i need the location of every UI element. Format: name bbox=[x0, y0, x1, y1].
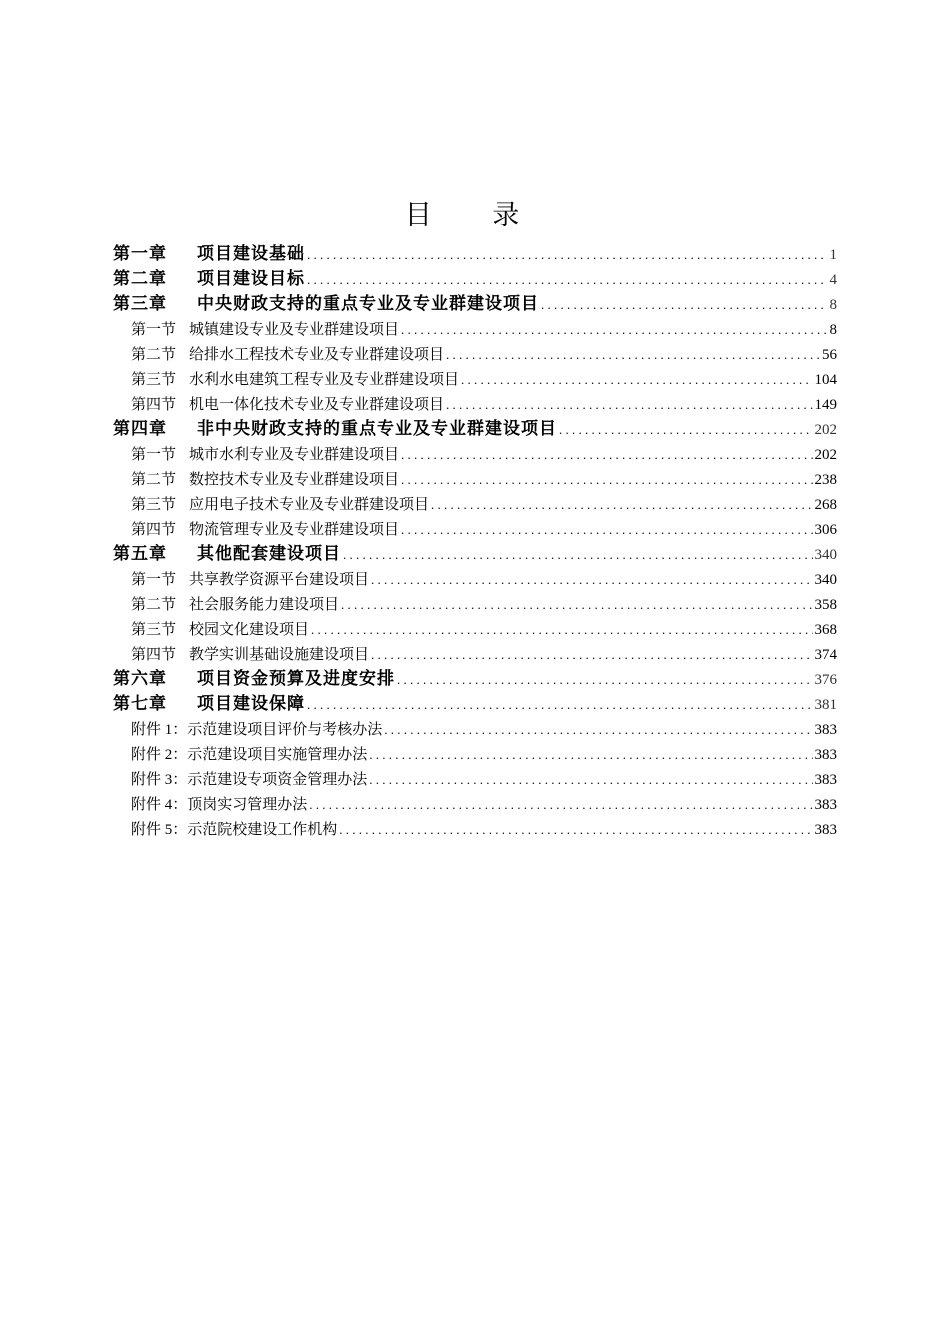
toc-page-number: 383 bbox=[814, 797, 837, 813]
dot-leader bbox=[431, 492, 812, 517]
toc-entry-label bbox=[113, 667, 395, 692]
toc-page-number: 383 bbox=[814, 822, 837, 838]
toc-entry-title: 项目建设保障 bbox=[197, 694, 305, 714]
toc-page-number: 376 bbox=[814, 672, 837, 688]
toc-entry-label bbox=[131, 343, 444, 367]
toc-entry-number: 第一节 bbox=[131, 322, 177, 338]
toc-entry-number: 第四节 bbox=[131, 647, 177, 663]
toc-chapter-entry[interactable] bbox=[113, 417, 837, 442]
toc-page-number: 383 bbox=[814, 722, 837, 738]
toc-entry-number: 第一章 bbox=[113, 244, 167, 264]
toc-page-number: 202 bbox=[814, 422, 837, 438]
dot-leader bbox=[384, 717, 812, 742]
toc-page-number: 8 bbox=[829, 322, 837, 338]
toc-appendix-entry[interactable] bbox=[113, 717, 837, 742]
toc-entry-label bbox=[131, 768, 367, 792]
toc-appendix-entry[interactable] bbox=[113, 742, 837, 767]
dot-leader bbox=[307, 692, 813, 717]
toc-entry-title: 水利水电建筑工程专业及专业群建设项目 bbox=[189, 372, 460, 388]
toc-entry-title: 附件 3：示范建设专项资金管理办法 bbox=[131, 772, 368, 788]
toc-entry-title: 项目建设基础 bbox=[197, 244, 305, 264]
toc-entry-title: 数控技术专业及专业群建设项目 bbox=[189, 472, 400, 488]
dot-leader bbox=[341, 592, 812, 617]
toc-entry-number: 第一节 bbox=[131, 572, 177, 588]
toc-entry-title: 其他配套建设项目 bbox=[197, 544, 341, 564]
toc-page-number: 202 bbox=[814, 447, 837, 463]
toc-chapter-entry[interactable] bbox=[113, 242, 837, 267]
toc-entry-label bbox=[113, 417, 557, 442]
toc-entry-label bbox=[131, 443, 399, 467]
toc-entry-title: 给排水工程技术专业及专业群建设项目 bbox=[189, 347, 445, 363]
toc-page-number: 104 bbox=[814, 372, 837, 388]
dot-leader bbox=[461, 367, 812, 392]
dot-leader bbox=[369, 742, 812, 767]
toc-section-entry[interactable] bbox=[113, 317, 837, 342]
toc-entry-title: 教学实训基础设施建设项目 bbox=[189, 647, 370, 663]
toc-section-entry[interactable] bbox=[113, 517, 837, 542]
toc-section-entry[interactable] bbox=[113, 567, 837, 592]
toc-page-number: 368 bbox=[814, 622, 837, 638]
toc-entry-label bbox=[131, 743, 367, 767]
toc-page-number: 374 bbox=[814, 647, 837, 663]
toc-page-number: 238 bbox=[814, 472, 837, 488]
toc-entry-number: 第四节 bbox=[131, 397, 177, 413]
toc-chapter-entry[interactable] bbox=[113, 267, 837, 292]
toc-entry-number: 第二节 bbox=[131, 597, 177, 613]
toc-page-number: 358 bbox=[814, 597, 837, 613]
toc-entry-number: 第三章 bbox=[113, 294, 167, 314]
toc-page-number: 306 bbox=[814, 522, 837, 538]
toc-page-number: 56 bbox=[822, 347, 837, 363]
toc-entry-label bbox=[131, 793, 307, 817]
toc-entry-number: 第三节 bbox=[131, 372, 177, 388]
dot-leader bbox=[401, 317, 827, 342]
dot-leader bbox=[371, 642, 812, 667]
toc-entry-label bbox=[131, 818, 337, 842]
toc-entry-title: 附件 5：示范院校建设工作机构 bbox=[131, 822, 338, 838]
toc-entry-number: 第二节 bbox=[131, 347, 177, 363]
toc-entry-label bbox=[131, 593, 339, 617]
toc-entry-title: 校园文化建设项目 bbox=[189, 622, 310, 638]
toc-section-entry[interactable] bbox=[113, 592, 837, 617]
toc-section-entry[interactable] bbox=[113, 492, 837, 517]
toc-entry-label bbox=[113, 242, 305, 267]
toc-section-entry[interactable] bbox=[113, 617, 837, 642]
toc-entry-label bbox=[113, 267, 305, 292]
dot-leader bbox=[401, 517, 812, 542]
toc-entry-label bbox=[131, 568, 369, 592]
dot-leader bbox=[397, 667, 813, 692]
toc-entry-title: 社会服务能力建设项目 bbox=[189, 597, 340, 613]
toc-entry-number: 第三节 bbox=[131, 622, 177, 638]
toc-entry-title: 附件 1：示范建设项目评价与考核办法 bbox=[131, 722, 383, 738]
toc-entry-number: 第二节 bbox=[131, 472, 177, 488]
toc-entry-title: 中央财政支持的重点专业及专业群建设项目 bbox=[197, 294, 539, 314]
toc-entry-label bbox=[131, 493, 429, 517]
toc-section-entry[interactable] bbox=[113, 342, 837, 367]
toc-chapter-entry[interactable] bbox=[113, 542, 837, 567]
toc-entry-title: 非中央财政支持的重点专业及专业群建设项目 bbox=[197, 419, 557, 439]
dot-leader bbox=[371, 567, 812, 592]
toc-chapter-entry[interactable] bbox=[113, 292, 837, 317]
dot-leader bbox=[307, 267, 828, 292]
dot-leader bbox=[559, 417, 813, 442]
toc-page-number: 340 bbox=[814, 547, 837, 563]
toc-section-entry[interactable] bbox=[113, 442, 837, 467]
toc-entry-number: 第七章 bbox=[113, 694, 167, 714]
dot-leader bbox=[369, 767, 812, 792]
dot-leader bbox=[541, 292, 828, 317]
toc-section-entry[interactable] bbox=[113, 467, 837, 492]
toc-page-number: 268 bbox=[814, 497, 837, 513]
toc-page-number: 1 bbox=[829, 247, 837, 263]
toc-entry-label bbox=[131, 468, 399, 492]
toc-entry-number: 第四章 bbox=[113, 419, 167, 439]
toc-page-number: 149 bbox=[814, 397, 837, 413]
toc-entry-label bbox=[131, 393, 444, 417]
toc-section-entry[interactable] bbox=[113, 642, 837, 667]
dot-leader bbox=[446, 392, 812, 417]
toc-entry-title: 城市水利专业及专业群建设项目 bbox=[189, 447, 400, 463]
toc-entry-label bbox=[131, 618, 309, 642]
dot-leader bbox=[311, 617, 812, 642]
dot-leader bbox=[343, 542, 813, 567]
toc-entry-label bbox=[131, 318, 399, 342]
page-title: 目 录 bbox=[404, 200, 546, 231]
toc-entry-label bbox=[131, 368, 459, 392]
toc-appendix-entry[interactable] bbox=[113, 792, 837, 817]
toc-entry-number: 第三节 bbox=[131, 497, 177, 513]
toc-section-entry[interactable] bbox=[113, 367, 837, 392]
dot-leader bbox=[309, 792, 812, 817]
toc-page-number: 340 bbox=[814, 572, 837, 588]
dot-leader bbox=[446, 342, 820, 367]
toc-entry-number: 第六章 bbox=[113, 669, 167, 689]
toc-entry-label bbox=[113, 692, 305, 717]
toc-entry-number: 第五章 bbox=[113, 544, 167, 564]
toc-entry-title: 共享教学资源平台建设项目 bbox=[189, 572, 370, 588]
toc-entry-title: 项目资金预算及进度安排 bbox=[197, 669, 395, 689]
toc-page-number: 383 bbox=[814, 772, 837, 788]
toc-page-number: 8 bbox=[829, 297, 837, 313]
toc-page-number: 383 bbox=[814, 747, 837, 763]
toc-entry-label bbox=[131, 518, 399, 542]
dot-leader bbox=[401, 442, 812, 467]
dot-leader bbox=[307, 242, 828, 267]
toc-page-number: 381 bbox=[814, 697, 837, 713]
dot-leader bbox=[339, 817, 812, 842]
toc-entry-number: 第四节 bbox=[131, 522, 177, 538]
toc-chapter-entry[interactable] bbox=[113, 692, 837, 717]
toc-entry-label bbox=[131, 643, 369, 667]
toc-chapter-entry[interactable] bbox=[113, 667, 837, 692]
toc-entry-title: 附件 2：示范建设项目实施管理办法 bbox=[131, 747, 368, 763]
dot-leader bbox=[401, 467, 812, 492]
toc-entry-title: 附件 4：顶岗实习管理办法 bbox=[131, 797, 308, 813]
toc-appendix-entry[interactable] bbox=[113, 817, 837, 842]
toc-entry-number: 第二章 bbox=[113, 269, 167, 289]
toc-entry-title: 应用电子技术专业及专业群建设项目 bbox=[189, 497, 430, 513]
toc-appendix-entry[interactable] bbox=[113, 767, 837, 792]
table-of-contents bbox=[113, 242, 837, 842]
toc-page-number: 4 bbox=[829, 272, 837, 288]
toc-entry-title: 机电一体化技术专业及专业群建设项目 bbox=[189, 397, 445, 413]
toc-entry-number: 第一节 bbox=[131, 447, 177, 463]
toc-entry-title: 物流管理专业及专业群建设项目 bbox=[189, 522, 400, 538]
toc-entry-title: 项目建设目标 bbox=[197, 269, 305, 289]
toc-entry-label bbox=[113, 292, 539, 317]
toc-section-entry[interactable] bbox=[113, 392, 837, 417]
toc-entry-label bbox=[131, 718, 382, 742]
toc-entry-title: 城镇建设专业及专业群建设项目 bbox=[189, 322, 400, 338]
toc-entry-label bbox=[113, 542, 341, 567]
